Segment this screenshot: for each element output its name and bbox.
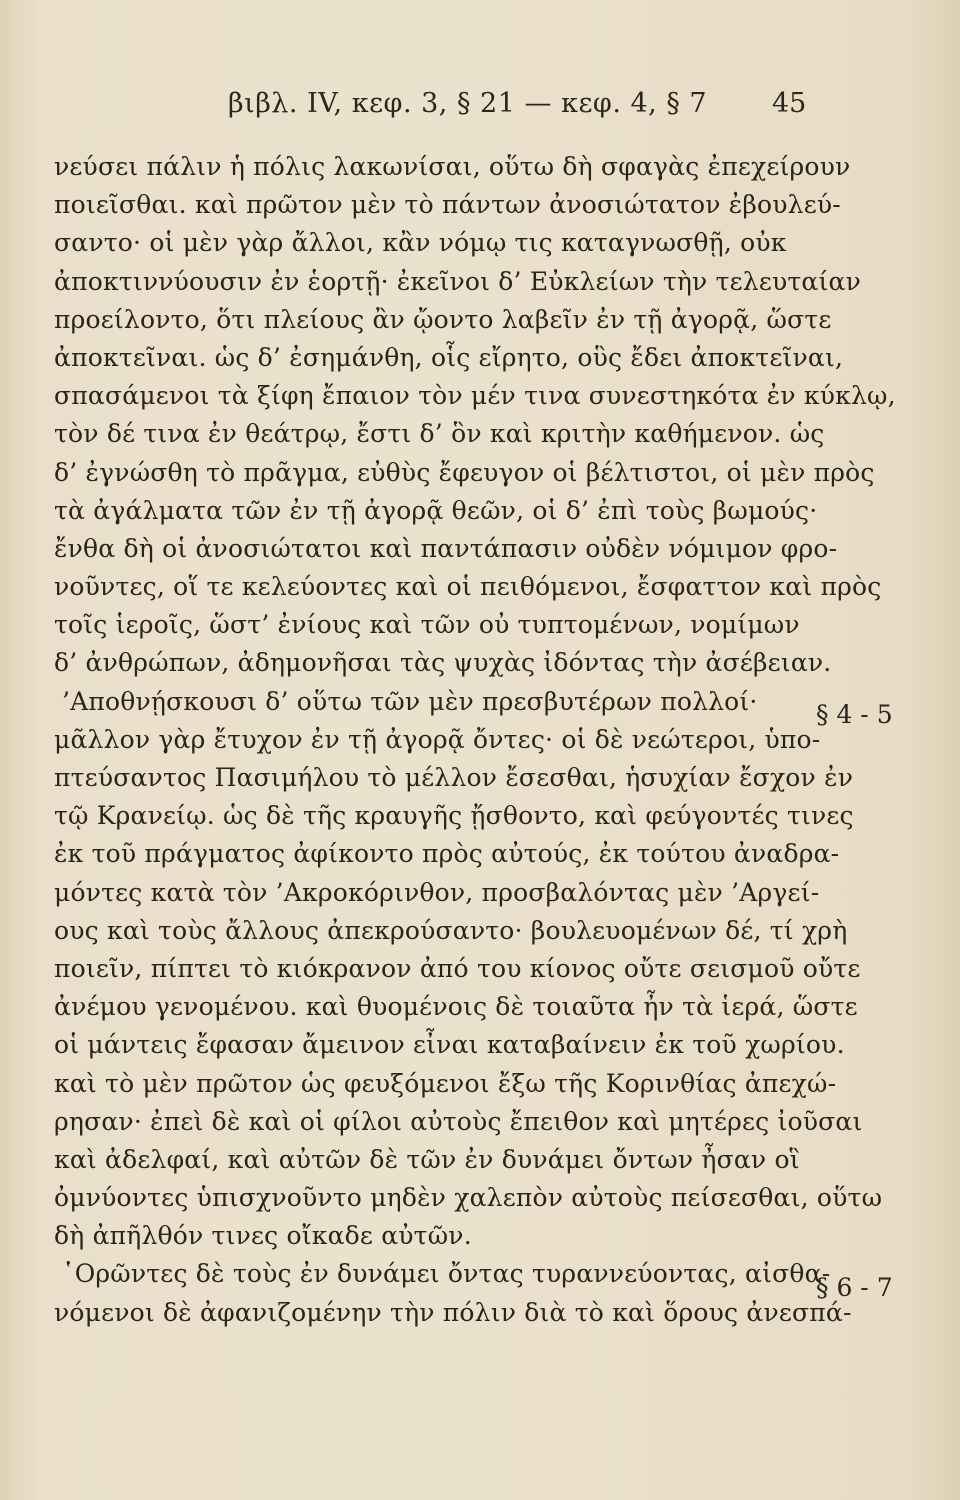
- text-line: σαντο· οἱ μὲν γὰρ ἄλλοι, κἂν νόμῳ τις καταγνωσθῇ, οὐκ: [54, 228, 787, 258]
- text-line: τῷ Κρανείῳ. ὡς δὲ τῆς κραυγῆς ᾔσθοντο, καὶ φεύγοντές τινες: [54, 801, 854, 831]
- text-line: νεύσει πάλιν ἡ πόλις λακωνίσαι, οὕτω δὴ σφαγὰς ἐπεχείρουν: [54, 152, 851, 181]
- text-line: ποιεῖσθαι. καὶ πρῶτον μὲν τὸ πάντων ἀνοσιώτατον ἐβουλεύ-: [54, 190, 841, 220]
- text-line: δ’ ἀνθρώπων, ἀδημονῆσαι τὰς ψυχὰς ἰδόντας τὴν ἀσέβειαν.: [54, 648, 832, 678]
- text-line: ἀνέμου γενομένου. καὶ θυομένοις δὲ τοιαῦτα ἦν τὰ ἱερά, ὥστε: [54, 992, 858, 1022]
- text-line: καὶ ἀδελφαί, καὶ αὐτῶν δὲ τῶν ἐν δυνάμει ὄντων ἦσαν οἳ: [54, 1144, 800, 1174]
- text-line: δὴ ἀπῆλθόν τινες οἴκαδε αὐτῶν.: [54, 1221, 472, 1251]
- running-title: βιβλ. IV, κεφ. 3, § 21 — κεφ. 4, § 7: [228, 88, 708, 119]
- text-line: ἀποκτεῖναι. ὡς δ’ ἐσημάνθη, οἷς εἴρητο, οὓς ἔδει ἀποκτεῖναι,: [54, 342, 844, 372]
- text-line: ους καὶ τοὺς ἄλλους ἀπεκρούσαντο· βουλευομένων δέ, τί χρὴ: [54, 915, 848, 945]
- text-line: προείλοντο, ὅτι πλείους ἂν ᾤοντο λαβεῖν ἐν τῇ ἀγορᾷ, ὥστε: [54, 304, 832, 334]
- text-line: μόντες κατὰ τὸν ’Ακροκόρινθον, προσβαλόντας μὲν ’Αργεί-: [54, 877, 820, 907]
- margin-section-note: § 4 - 5: [816, 700, 893, 729]
- paragraph-start-line: ’Αποθνῄσκουσι δ’ οὕτω τῶν μὲν πρεσβυτέρων πολλοί·: [62, 686, 758, 716]
- page-number: 45: [772, 88, 807, 119]
- text-line: τὸν δέ τινα ἐν θεάτρῳ, ἔστι δ’ ὃν καὶ κριτὴν καθήμενον. ὡς: [54, 419, 825, 449]
- running-head: [0, 88, 960, 124]
- text-line: ὀμνύοντες ὑπισχνοῦντο μηδὲν χαλεπὸν αὐτοὺς πείσεσθαι, οὕτω: [54, 1183, 883, 1213]
- text-line: πτεύσαντος Πασιμήλου τὸ μέλλον ἔσεσθαι, ἡσυχίαν ἔσχον ἐν: [54, 763, 854, 792]
- text-line: καὶ τὸ μὲν πρῶτον ὡς φευξόμενοι ἔξω τῆς Κορινθίας ἀπεχώ-: [54, 1068, 837, 1098]
- text-line: οἱ μάντεις ἔφασαν ἄμεινον εἶναι καταβαίνειν ἐκ τοῦ χωρίου.: [54, 1030, 845, 1060]
- text-line: ρησαν· ἐπεὶ δὲ καὶ οἱ φίλοι αὐτοὺς ἔπειθον καὶ μητέρες ἰοῦσαι: [54, 1106, 863, 1136]
- text-line: νόμενοι δὲ ἀφανιζομένην τὴν πόλιν διὰ τὸ καὶ ὅρους ἀνεσπά-: [54, 1297, 852, 1327]
- text-line: ἐκ τοῦ πράγματος ἀφίκοντο πρὸς αὐτούς, ἐκ τούτου ἀναδρα-: [54, 839, 840, 869]
- margin-section-note: § 6 - 7: [816, 1273, 893, 1302]
- text-line: νοῦντες, οἵ τε κελεύοντες καὶ οἱ πειθόμενοι, ἔσφαττον καὶ πρὸς: [54, 572, 882, 602]
- text-line: δ’ ἐγνώσθη τὸ πρᾶγμα, εὐθὺς ἔφευγον οἱ βέλτιστοι, οἱ μὲν πρὸς: [54, 457, 875, 487]
- text-line: σπασάμενοι τὰ ξίφη ἔπαιον τὸν μέν τινα συνεστηκότα ἐν κύκλῳ,: [54, 381, 896, 411]
- text-line: μᾶλλον γὰρ ἔτυχον ἐν τῇ ἀγορᾷ ὄντες· οἱ δὲ νεώτεροι, ὑπο-: [54, 724, 821, 754]
- text-line: ποιεῖν, πίπτει τὸ κιόκρανον ἀπό του κίονος οὔτε σεισμοῦ οὔτε: [54, 953, 861, 983]
- text-line: ἔνθα δὴ οἱ ἀνοσιώτατοι καὶ παντάπασιν οὐδὲν νόμιμον φρο-: [54, 533, 838, 563]
- text-line: ἀποκτιννύουσιν ἐν ἑορτῇ· ἐκεῖνοι δ’ Εὐκλείων τὴν τελευταίαν: [54, 266, 861, 296]
- paragraph-start-line: ῾Ορῶντες δὲ τοὺς ἐν δυνάμει ὄντας τυραννεύοντας, αἰσθα-: [62, 1259, 831, 1289]
- text-line: τὰ ἀγάλματα τῶν ἐν τῇ ἀγορᾷ θεῶν, οἱ δ’ ἐπὶ τοὺς βωμούς·: [54, 495, 818, 525]
- text-line: τοῖς ἱεροῖς, ὥστ’ ἐνίους καὶ τῶν οὐ τυπτομένων, νομίμων: [54, 610, 800, 640]
